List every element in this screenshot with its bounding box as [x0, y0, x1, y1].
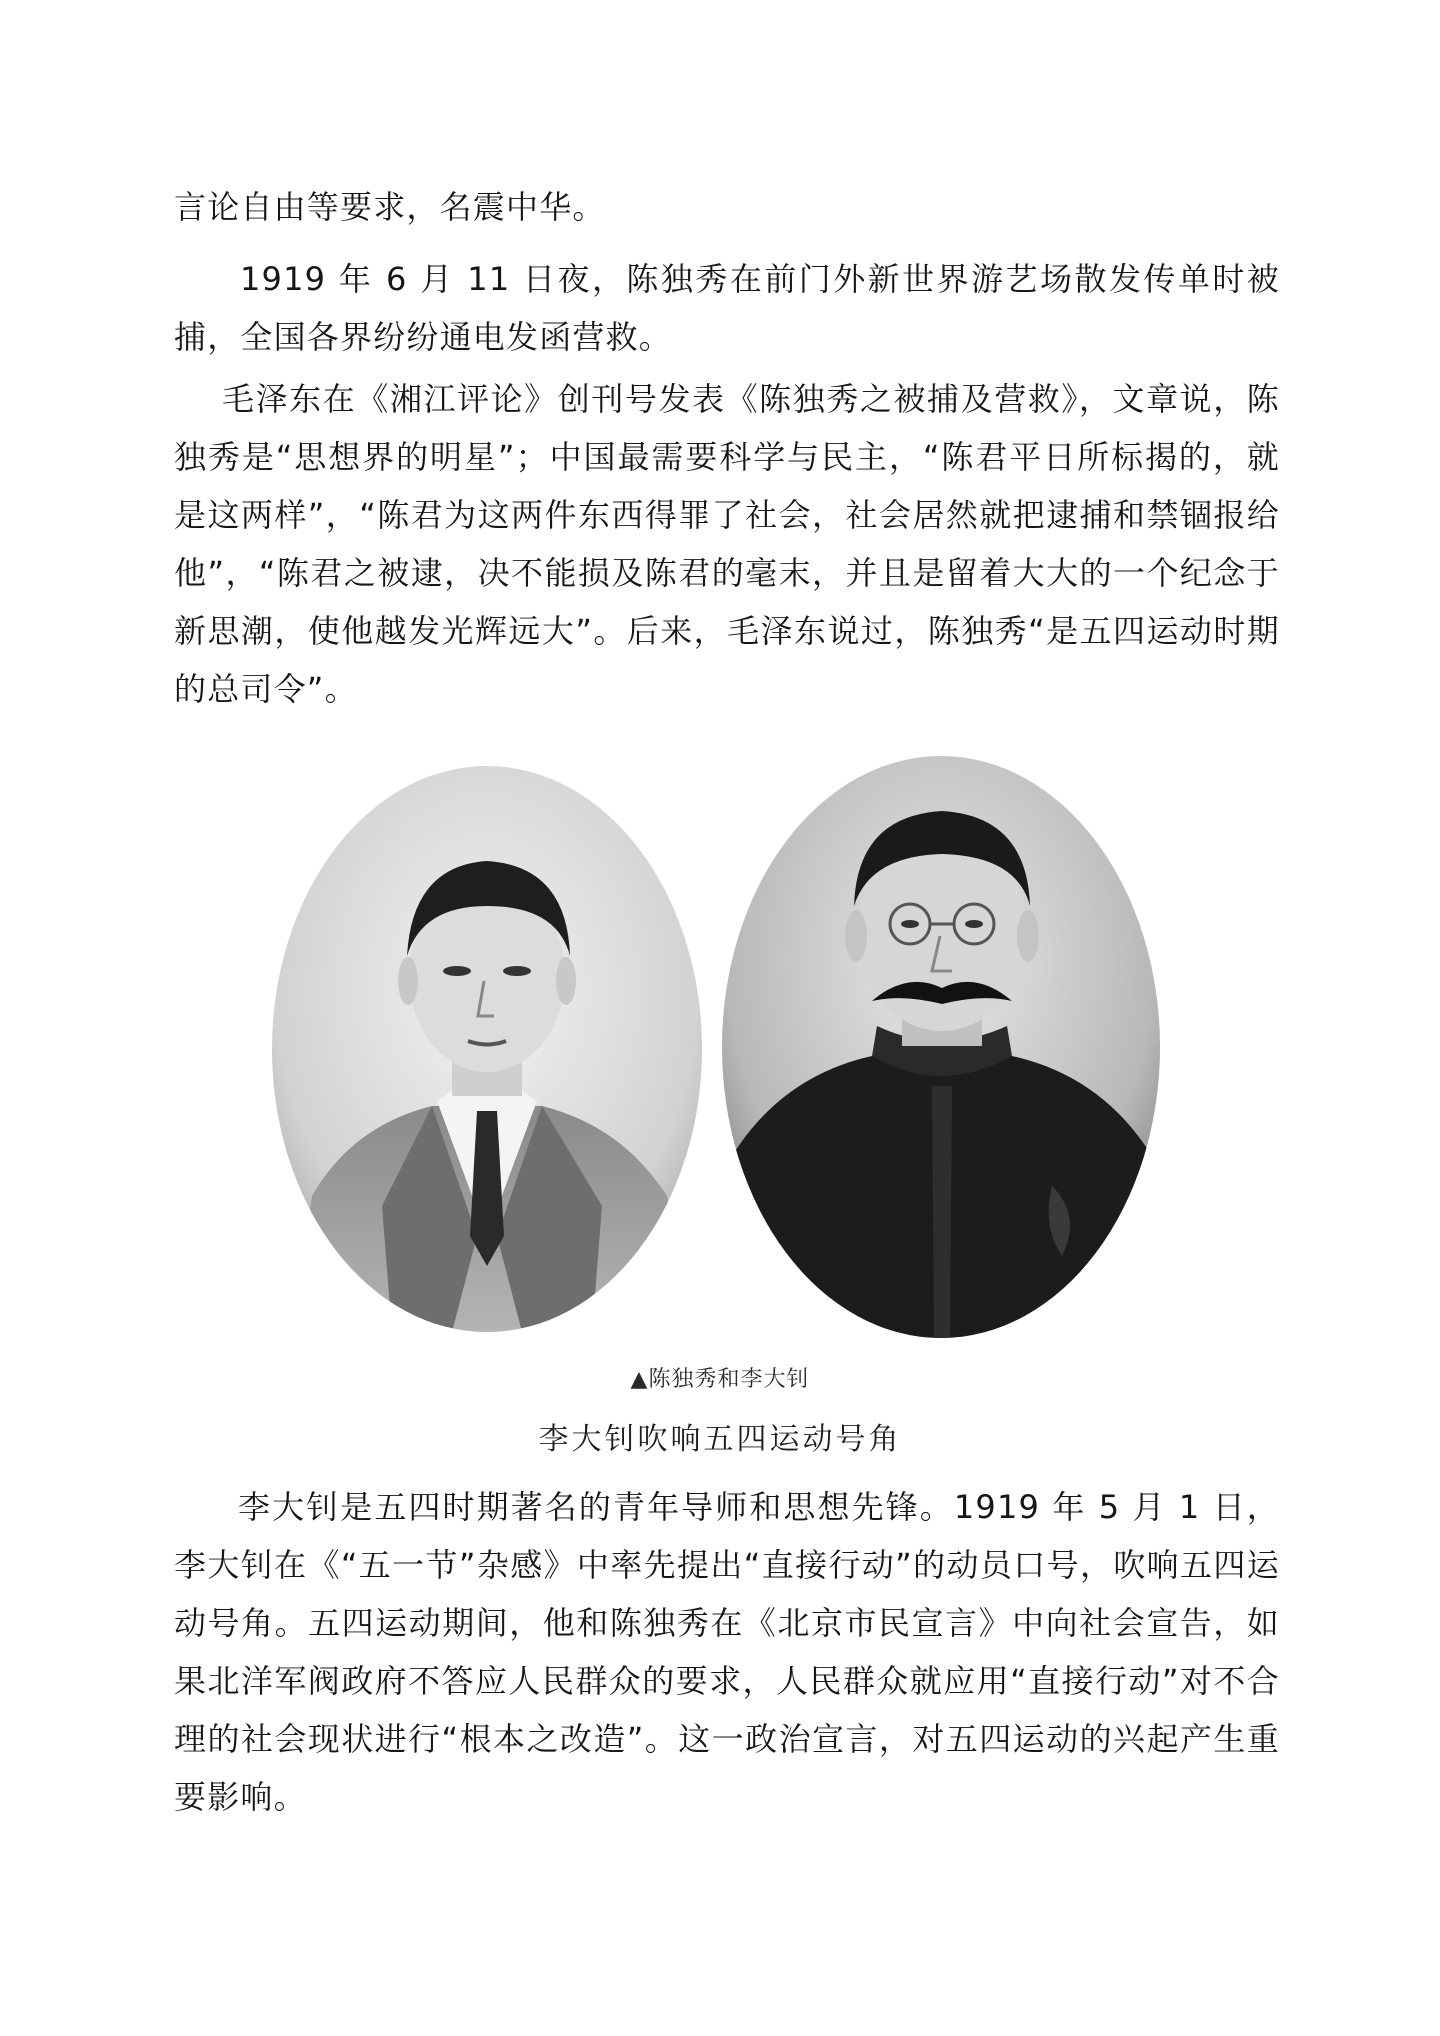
paragraph-3: 毛泽东在《湘江评论》创刊号发表《陈独秀之被捕及营救》，文章说，陈独秀是“思想界的明星”；中国最需要科学与民主，“陈君平日所标揭的，就是这两样”，“陈君为这两件东西得罪了社会，社会居然就把逮捕和禁锢报给他”，“陈君之被逮，决不能损及陈君的毫末，并且是留着大大的一个纪念于新思潮，使他越发光辉远大”。后来，毛泽东说过，陈独秀“是五四运动时期的总司令”。 [174, 380, 1280, 708]
portrait-li-dazhao [722, 756, 1160, 1338]
section-heading: 李大钊吹响五四运动号角 [538, 1422, 902, 1457]
paragraph-1: 言论自由等要求，名震中华。 [174, 188, 606, 226]
paragraph-2: 1919 年 6 月 11 日夜，陈独秀在前门外新世界游艺场散发传单时被捕，全国各界纷纷通电发函营救。 [174, 260, 1280, 356]
figure-caption: ▲陈独秀和李大钊 [630, 1367, 810, 1392]
paragraph-4: 李大钊是五四时期著名的青年导师和思想先锋。1919 年 5 月 1 日，李大钊在《“五一节”杂感》中率先提出“直接行动”的动员口号，吹响五四运动号角。五四运动期间，他和陈独秀在《北京市民宣言》中向社会宣告，如果北洋军阀政府不答应人民群众的要求，人民群众就应用“直接行动”对不合理的社会现状进行“根本之改造”。这一政治宣言，对五四运动的兴起产生重要影响。 [174, 1488, 1280, 1816]
portrait-chen-duxiu [272, 766, 702, 1332]
portrait-photos [272, 756, 1160, 1338]
